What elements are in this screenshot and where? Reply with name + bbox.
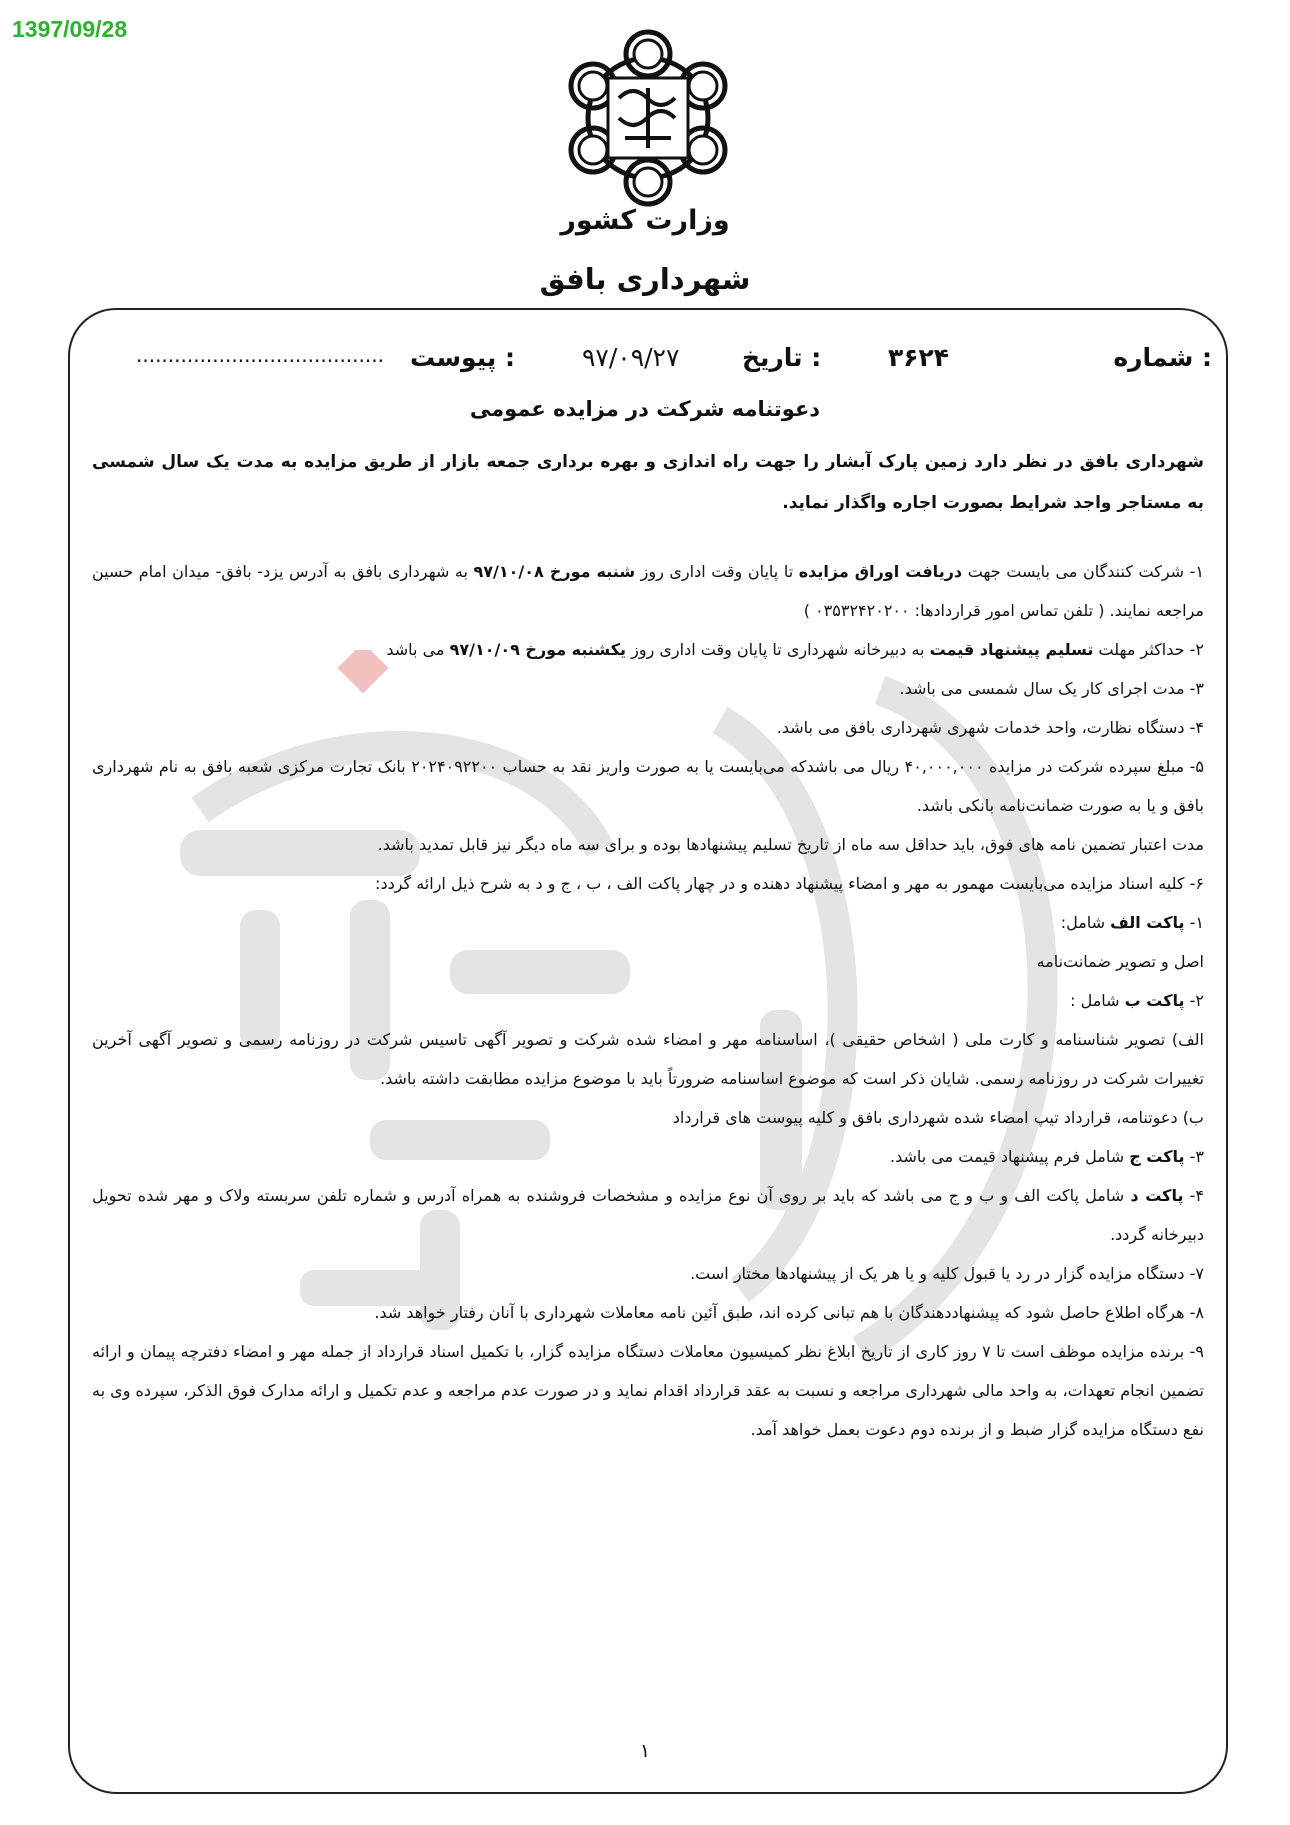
item-5-note: مدت اعتبار تضمین نامه های فوق، باید حداقل سه ماه از تاریخ تسلیم پیشنهادها بوده و برای سه ماه دیگر نیز قابل تمدید باشد. — [377, 835, 1204, 854]
packet-d — [92, 1176, 1204, 1254]
item-3: ۳- مدت اجرای کار یک سال شمسی می باشد. — [899, 679, 1204, 698]
item-4: ۴- دستگاه نظارت، واحد خدمات شهری شهرداری بافق می باشد. — [776, 718, 1204, 737]
letter-number-label: شماره : — [1113, 343, 1212, 372]
packet-a-num: ۱- — [1184, 913, 1204, 932]
ministry-title: وزارت کشور — [560, 205, 730, 236]
letter-date-value: ۹۷/۰۹/۲۷ — [582, 343, 680, 372]
packet-d-num: ۴- — [1183, 1186, 1205, 1205]
letter-date-label: تاریخ : — [742, 343, 822, 372]
packet-b-heading — [92, 981, 1204, 1020]
stamp-date: 1397/09/28 — [12, 16, 128, 42]
item-1 — [92, 552, 1204, 630]
packet-c-num: ۳- — [1184, 1147, 1204, 1166]
packet-a-heading — [92, 903, 1204, 942]
item-8: ۸- هرگاه اطلاع حاصل شود که پیشنهاددهندگان با هم تبانی کرده اند، طبق آئین نامه معاملات شهرداری با آنان رفتار خواهد شد. — [374, 1303, 1204, 1322]
packet-a-rest: شامل: — [1060, 913, 1111, 932]
letter-number — [1113, 343, 1212, 377]
packet-d-rest: شامل پاکت الف و ب و ج می باشد که باید بر روی آن نوع مزایده و مشخصات فروشنده به همراه آدرس و شماره تلفن سربسته ولاک و مهر شده تحویل دبیرخانه گردد. — [92, 1186, 1204, 1244]
attachment-value: ....................................... — [136, 343, 384, 367]
letter-body — [92, 442, 1204, 1449]
item-1-e: به شهرداری بافق به آدرس یزد- بافق- میدان امام حسین مراجعه نمایند. ( تلفن تماس امور قراردادها: ۰۳۵۳۲۴۲۰۲۰۰ ) — [92, 562, 1204, 620]
item-2-e: می باشد — [386, 640, 450, 659]
packet-c-name: پاکت ج — [1129, 1147, 1185, 1166]
packet-b-rest: شامل : — [1070, 991, 1125, 1010]
item-7: ۷- دستگاه مزایده گزار در رد یا قبول کلیه و یا هر یک از پیشنهادها مختار است. — [690, 1264, 1204, 1283]
municipality-title: شهرداری بافق — [539, 262, 751, 296]
document-title: دعوتنامه شرکت در مزایده عمومی — [469, 397, 821, 421]
item-6: ۶- کلیه اسناد مزایده می‌بایست مهمور به مهر و امضاء پیشنهاد دهنده و در چهار پاکت الف ، ب ، ج و د به شرح ذیل ارائه گردد: — [375, 874, 1204, 893]
intro-paragraph: شهرداری بافق در نظر دارد زمین پارک آبشار را جهت راه اندازی و بهره برداری جمعه بازار از طریق مزایده به مدت یک سال شمسی به مستاجر واجد شرایط بصورت اجاره واگذار نماید. — [92, 452, 1204, 513]
packet-a-name: پاکت الف — [1110, 913, 1185, 932]
packet-b-be: ب) دعوتنامه، قرارداد تیپ امضاء شده شهرداری بافق و کلیه پیوست های قرارداد — [672, 1108, 1204, 1127]
letter-number-value: ۳۶۲۴ — [888, 343, 950, 372]
item-2-d: یکشنبه مورخ ۹۷/۱۰/۰۹ — [449, 640, 627, 659]
page-number: ۱ — [639, 1740, 651, 1762]
municipality-emblem-icon — [553, 28, 743, 208]
packet-c-rest: شامل فرم پیشنهاد قیمت می باشد. — [890, 1147, 1130, 1166]
item-1-d: شنبه مورخ ۹۷/۱۰/۰۸ — [473, 562, 636, 581]
packet-b-num: ۲- — [1184, 991, 1204, 1010]
item-2 — [92, 630, 1204, 669]
item-2-a: ۲- حداکثر مهلت — [1093, 640, 1204, 659]
item-2-c: به دبیرخانه شهرداری تا پایان وقت اداری روز — [626, 640, 930, 659]
packet-a-text: اصل و تصویر ضمانت‌نامه — [1036, 952, 1204, 971]
item-1-a: ۱- شرکت کنندگان می بایست جهت — [962, 562, 1204, 581]
item-1-c: تا پایان وقت اداری روز — [635, 562, 799, 581]
packet-c — [92, 1137, 1204, 1176]
packet-b-alef: الف) تصویر شناسنامه و کارت ملی ( اشخاص حقیقی )، اساسنامه مهر و امضاء شده شرکت و تصویر آگهی تاسیس شرکت در روزنامه رسمی و تصویر آگهی آخرین تغییرات شرکت در روزنامه رسمی. شایان ذکر است که موضوع اساسنامه ضرورتاً باید با موضوع مزایده مطابقت داشته باشد. — [92, 1030, 1204, 1088]
item-9: ۹- برنده مزایده موظف است تا ۷ روز کاری از تاریخ ابلاغ نظر کمیسیون معاملات دستگاه مزایده گزار، با تکمیل اسناد قرارداد از جمله مهر و امضاء دفترچه پیمان و ارائه تضمین انجام تعهدات، به واحد مالی شهرداری مراجعه و نسبت به عقد قرارداد اقدام نماید و در صورت عدم مراجعه و عدم تکمیل و ارائه مدارک فوق الذکر، سپرده وی به نفع دستگاه مزایده گزار ضبط و از برنده دوم دعوت بعمل خواهد آمد. — [92, 1342, 1204, 1439]
item-1-b: دریافت اوراق مزایده — [798, 562, 963, 581]
packet-b-name: پاکت ب — [1124, 991, 1185, 1010]
item-5: ۵- مبلغ سپرده شرکت در مزایده ۴۰,۰۰۰,۰۰۰ ریال می باشدکه می‌بایست یا به صورت واریز نقد به حساب ۲۰۲۴۰۹۲۲۰۰ بانک تجارت مرکزی شعبه بافق به نام شهرداری بافق و یا به صورت ضمانت‌نامه بانکی باشد. — [92, 757, 1204, 815]
packet-d-name: پاکت د — [1130, 1186, 1184, 1205]
attachment-label: پیوست : — [410, 343, 516, 372]
item-2-b: تسلیم پیشنهاد قیمت — [929, 640, 1094, 659]
